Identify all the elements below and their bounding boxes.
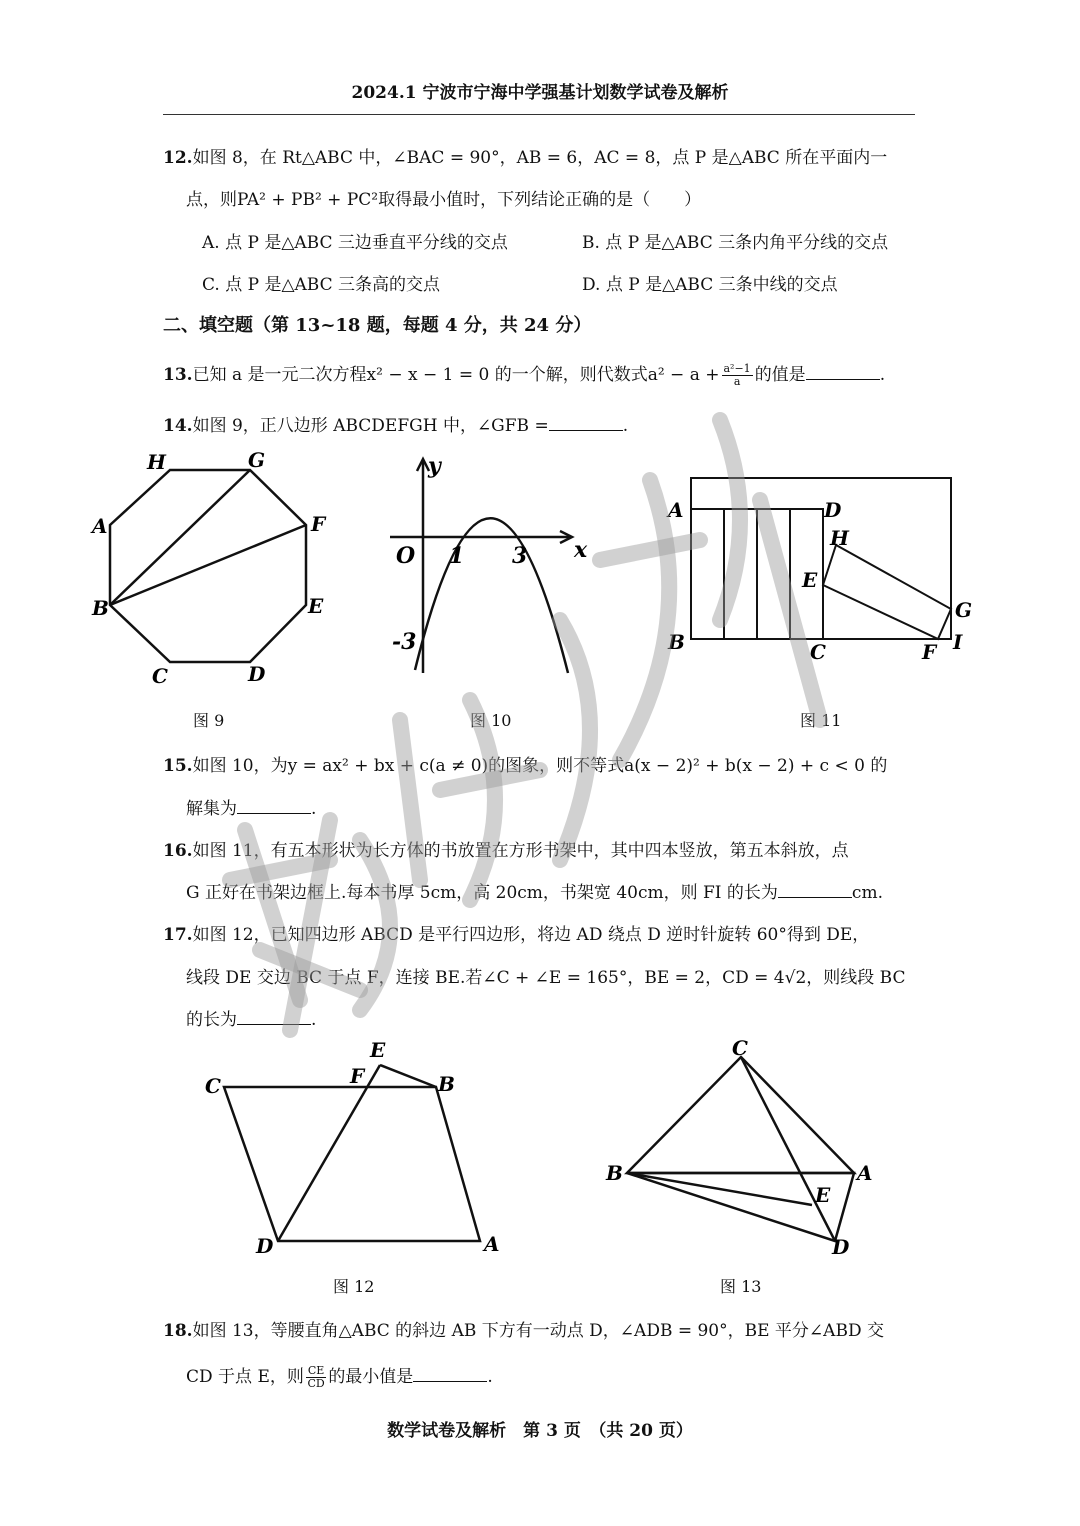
fig9-label-h: H (147, 450, 166, 474)
fig11-label-i: I (953, 630, 963, 654)
q12-option-a: A. 点 P 是△ABC 三边垂直平分线的交点 (202, 233, 508, 253)
section-title: 二、填空题（第 13~18 题，每题 4 分，共 24 分） (163, 315, 592, 336)
q18-text-line1: 如图 13，等腰直角△ABC 的斜边 AB 下方有一动点 D，∠ADB = 90°，BE 平分∠ABD 交 (192, 1321, 884, 1341)
fig13-label-d: D (832, 1235, 850, 1259)
figure-10-caption: 图 10 (470, 711, 512, 730)
q12-option-b: B. 点 P 是△ABC 三条内角平分线的交点 (582, 233, 889, 253)
fig11-label-e: E (802, 568, 818, 592)
segment-bg (110, 470, 250, 605)
q13-frac-num: a²−1 (723, 362, 751, 375)
fig13-label-a: A (857, 1161, 873, 1185)
q18-line2: CD 于点 E，则 $\frac{CE}{CD}$ 的最小值是 . (186, 1364, 493, 1390)
fig11-label-a: A (668, 498, 684, 522)
page-header-title: 2024.1 宁波市宁海中学强基计划数学试卷及解析 (351, 83, 729, 103)
q15-line1 (163, 751, 887, 776)
q13: 13.已知 a 是一元二次方程x² − x − 1 = 0 的一个解，则代数式a² − a + $\frac{\text{a²−1}}{a}$ 的值是 . (163, 362, 886, 388)
fig11-label-b: B (668, 630, 685, 654)
q17-text-line2: 线段 DE 交边 BC 于点 F，连接 BE.若∠C + ∠E = 165°，BE = 2，CD = 4√2，则线段 BC (186, 968, 906, 988)
fig13-label-c: C (732, 1036, 748, 1060)
q17-answer-blank[interactable] (237, 1010, 311, 1025)
q13-fraction (722, 363, 753, 388)
q12-text-line1: 如图 8，在 Rt△ABC 中，∠BAC = 90°，AB = 6，AC = 8，点 P 是△ABC 所在平面内一 (192, 148, 888, 168)
fig11-label-c: C (810, 640, 826, 664)
fig12-label-f: F (350, 1064, 365, 1088)
fig10-label-y: y (428, 453, 441, 479)
fig11-label-d: D (824, 498, 842, 522)
q18-number: 18. (163, 1321, 193, 1341)
q12-option-d: D. 点 P 是△ABC 三条中线的交点 (582, 275, 838, 295)
book-1 (691, 509, 724, 639)
segment-bf (110, 525, 306, 605)
parallelogram-abcd (224, 1087, 480, 1241)
q18-answer-blank[interactable] (413, 1367, 487, 1382)
fig9-label-c: C (152, 664, 168, 688)
q18-text-after: 的最小值是 (328, 1367, 414, 1387)
figure-13-caption: 图 13 (720, 1277, 762, 1296)
figure-11-caption: 图 11 (800, 711, 842, 730)
q17-number: 17. (163, 925, 193, 945)
shelf-frame (691, 478, 951, 639)
fig9-label-a: A (92, 514, 108, 538)
figure-13-triangle (627, 1057, 854, 1241)
fig12-label-b: B (438, 1072, 455, 1096)
fig11-label-f: F (922, 640, 937, 664)
triangle-abc (627, 1057, 854, 1173)
q18-fraction (306, 1365, 326, 1390)
parabola-curve (415, 518, 568, 673)
figure-12-caption: 图 12 (333, 1277, 375, 1296)
figures-row-1 (80, 445, 980, 690)
q14-number: 14. (163, 416, 193, 436)
q16-answer-blank[interactable] (778, 883, 852, 898)
q17-text-line1: 如图 12，已知四边形 ABCD 是平行四边形，将边 AD 绕点 D 逆时针旋转 60°得到 DE， (192, 925, 870, 945)
q12-line1 (163, 143, 887, 168)
fig10-label-o: O (396, 543, 416, 569)
q14-answer-blank[interactable] (549, 416, 623, 431)
fig13-label-e: E (815, 1183, 831, 1207)
figure-9-octagon (110, 470, 306, 662)
q16-text-line2: G 正好在书架边框上.每本书厚 5cm，高 20cm，书架宽 40cm，则 FI 的长为 (186, 883, 778, 903)
book-3 (757, 509, 790, 639)
q12-option-c: C. 点 P 是△ABC 三条高的交点 (202, 275, 441, 295)
q17-line1 (163, 920, 869, 945)
q16-number: 16. (163, 841, 193, 861)
fig10-label-3: 3 (512, 543, 528, 569)
q16-text-line1: 如图 11，有五本形状为长方体的书放置在方形书架中，其中四本竖放，第五本斜放，点 (192, 841, 849, 861)
fig9-label-e: E (308, 594, 324, 618)
fig12-label-c: C (205, 1074, 221, 1098)
fig9-label-b: B (92, 596, 109, 620)
q12-number: 12. (163, 148, 193, 168)
book-2 (724, 509, 757, 639)
q17-text-line3: 的长为 (186, 1010, 237, 1030)
q13-text-after: 的值是 (754, 365, 806, 385)
q16-line2 (186, 878, 883, 903)
q14: 14.如图 9，正八边形 ABCDEFGH 中，∠GFB = . (163, 416, 629, 436)
segment-cd (741, 1057, 835, 1241)
fig9-label-f: F (311, 512, 326, 536)
fig10-label-neg3: -3 (392, 629, 417, 655)
fig12-label-e: E (370, 1038, 386, 1062)
q13-answer-blank[interactable] (806, 365, 880, 380)
segment-de (278, 1065, 380, 1241)
fig11-label-h: H (830, 526, 849, 550)
q15-answer-blank[interactable] (237, 799, 311, 814)
segment-eb (380, 1065, 436, 1087)
q16-unit: cm. (851, 883, 883, 903)
q13-frac-den: a (733, 375, 741, 388)
q15-line2: 解集为 . (186, 799, 317, 819)
fig9-label-d: D (248, 662, 266, 686)
q18-frac-num: CE (307, 1364, 325, 1377)
header-divider (163, 114, 915, 115)
fig12-label-d: D (256, 1234, 274, 1258)
figures-row-2 (190, 1035, 910, 1260)
q13-text-before: 已知 a 是一元二次方程x² − x − 1 = 0 的一个解，则代数式a² − a + (192, 365, 720, 385)
figure-10-parabola (390, 459, 572, 673)
q18-frac-den: CD (307, 1377, 325, 1390)
figure-9-caption: 图 9 (193, 711, 225, 730)
q16-line1 (163, 836, 849, 861)
q15-number: 15. (163, 756, 193, 776)
q18-text-before: CD 于点 E，则 (186, 1367, 304, 1387)
q18-line1 (163, 1316, 884, 1341)
book-5-tilted (823, 545, 951, 639)
q17-line3: 的长为 . (186, 1010, 317, 1030)
segment-be (627, 1173, 812, 1205)
q13-number: 13. (163, 365, 193, 385)
page-footer: 数学试卷及解析 第 3 页 （共 20 页） (387, 1421, 693, 1441)
q15-text-line2: 解集为 (186, 799, 237, 819)
fig10-label-x: x (574, 537, 588, 563)
fig9-label-g: G (248, 448, 266, 472)
fig12-label-a: A (484, 1232, 500, 1256)
q14-text: 如图 9，正八边形 ABCDEFGH 中，∠GFB = (192, 416, 549, 436)
q12-text-line2: 点，则PA² + PB² + PC²取得最小值时，下列结论正确的是（ ） (186, 190, 702, 210)
figure-11-bookshelf (691, 478, 951, 639)
fig13-label-b: B (606, 1161, 623, 1185)
fig11-label-g: G (955, 598, 973, 622)
fig10-label-1: 1 (449, 543, 465, 569)
q15-text-line1: 如图 10，为y = ax² + bx + c(a ≠ 0)的图象，则不等式a(x − 2)² + b(x − 2) + c < 0 的 (192, 756, 888, 776)
